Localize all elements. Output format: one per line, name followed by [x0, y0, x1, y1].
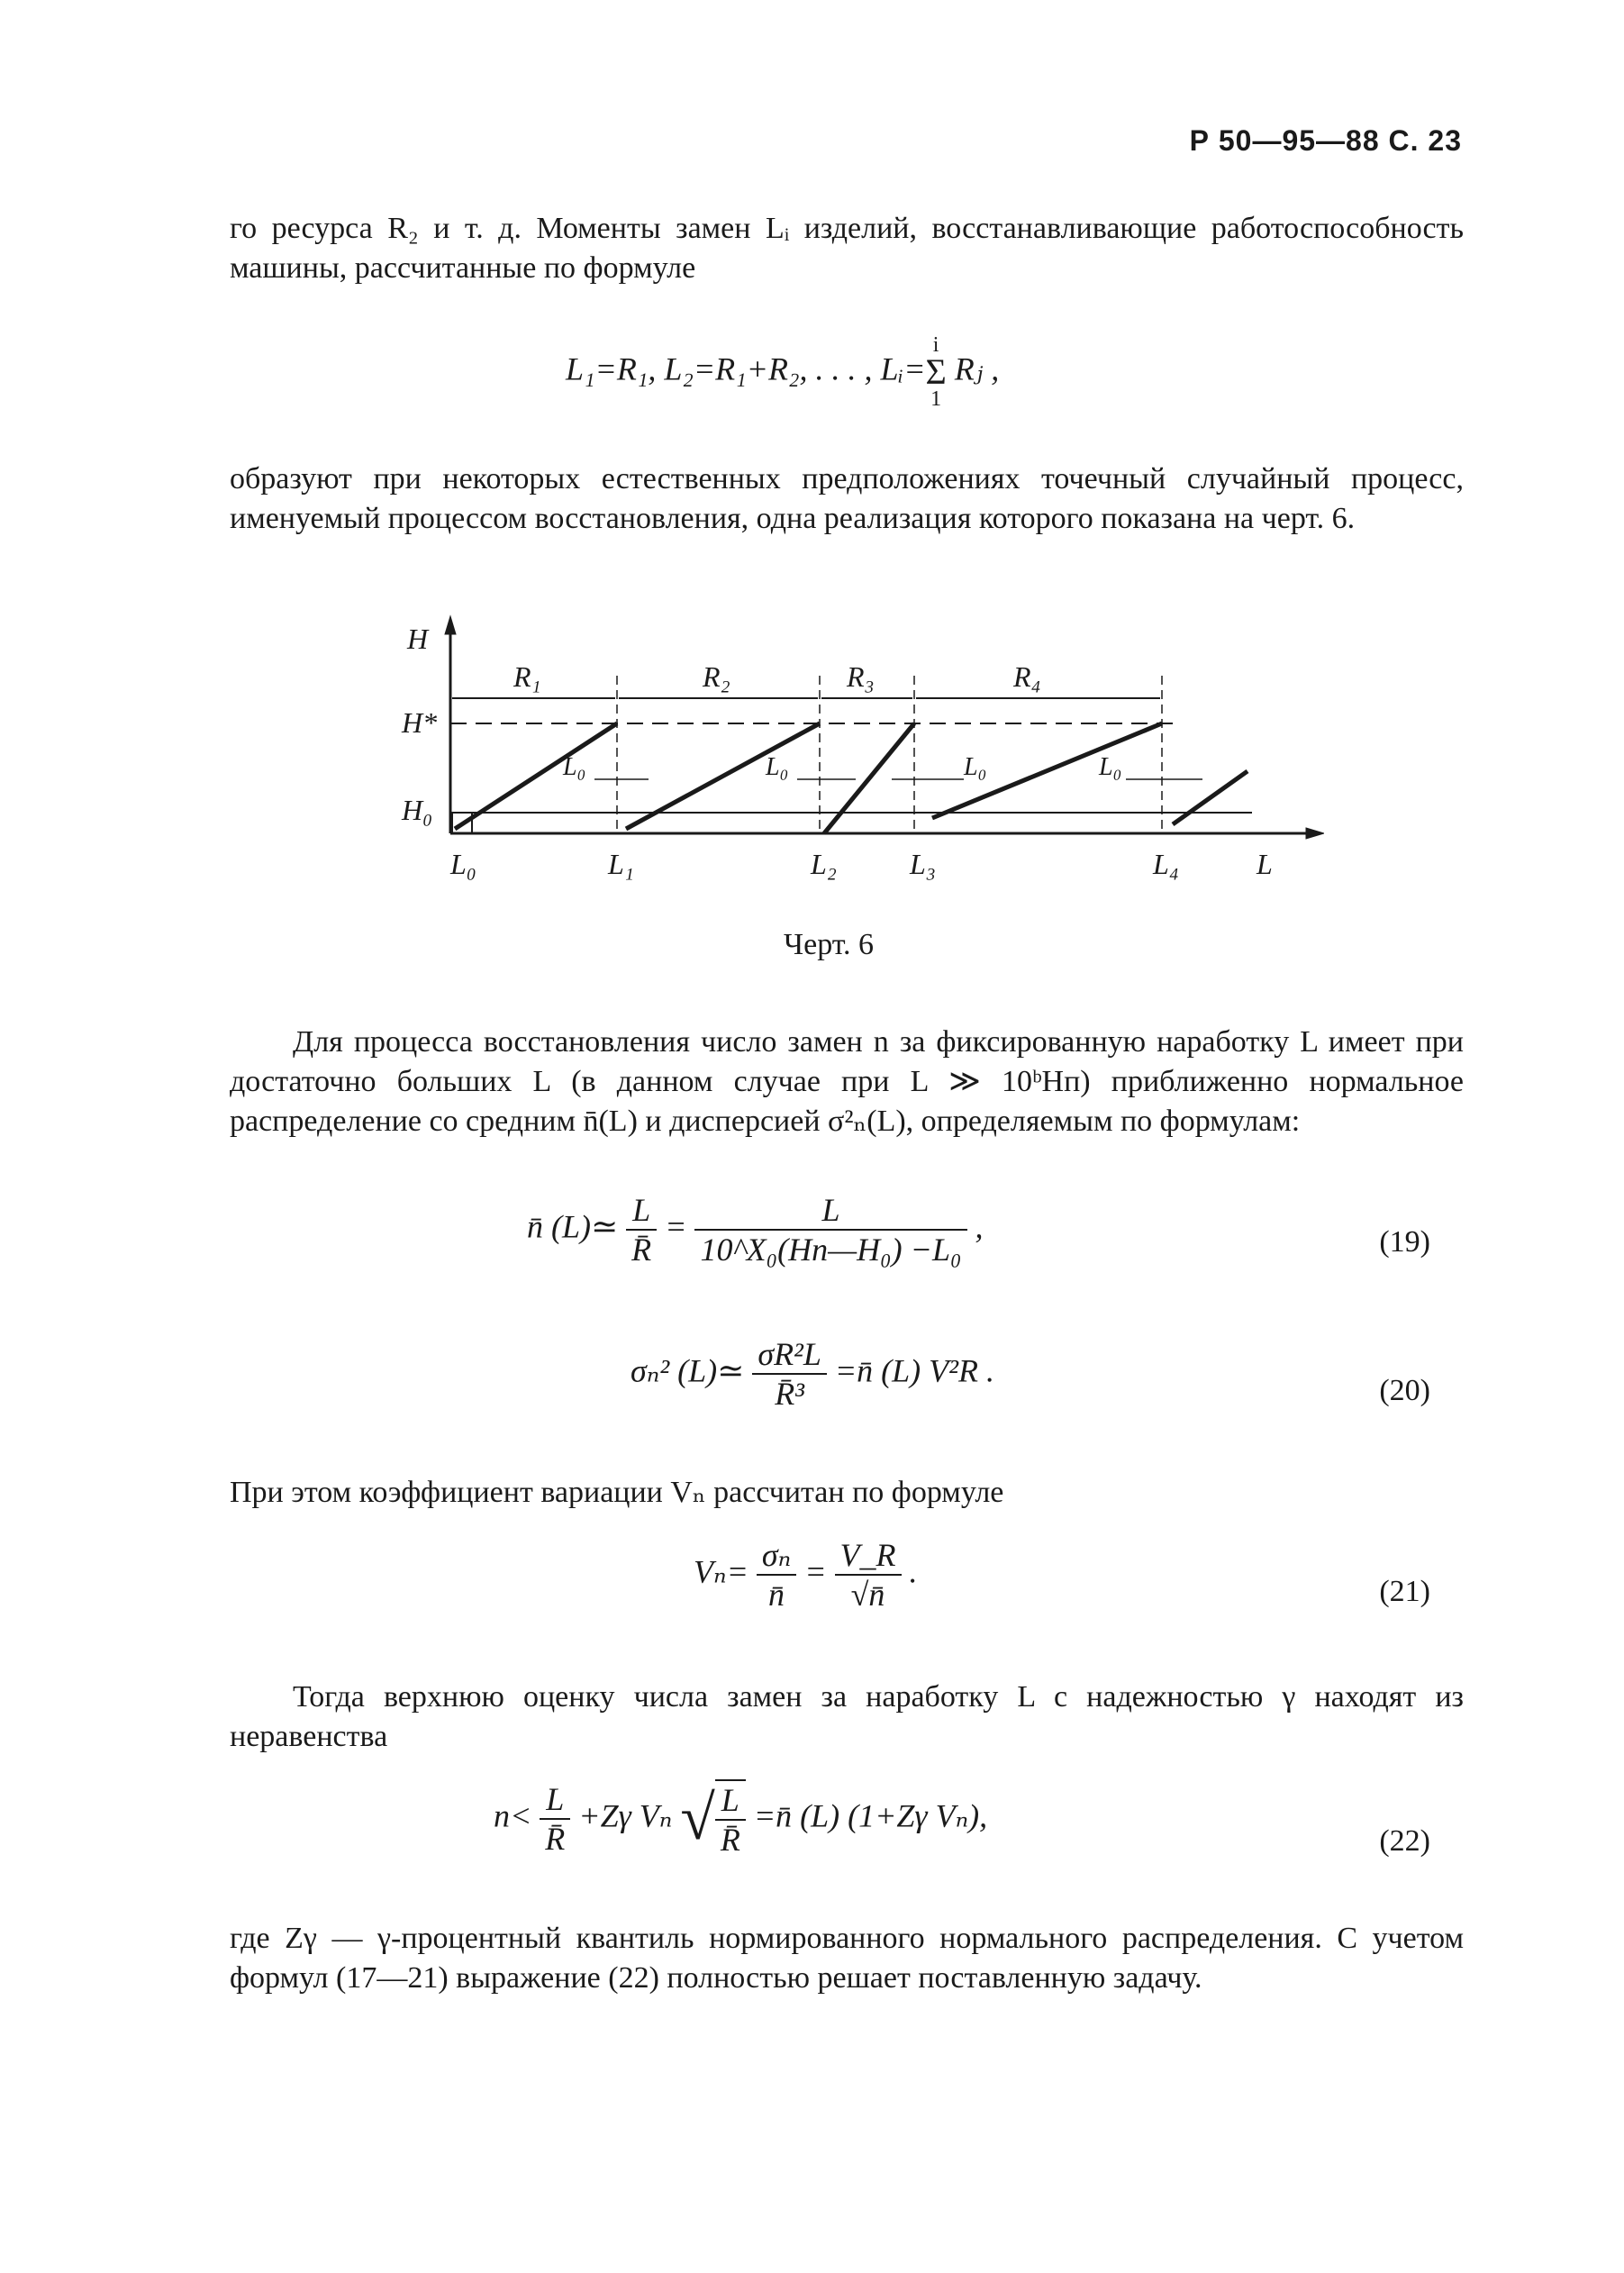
- label-r1: R₁: [513, 660, 541, 693]
- frac-21-a: $\frac{\text{σₙ}}{n̄}$: [757, 1536, 796, 1614]
- label-r3: R₃: [847, 660, 875, 693]
- h-axis-arrow-icon: [445, 616, 456, 634]
- label-l3: L₃: [910, 848, 936, 880]
- label-l1: L₁: [608, 848, 634, 880]
- renewal-process-figure: [387, 613, 1324, 928]
- page-header: Р 50—95—88 С. 23: [1189, 124, 1462, 157]
- eq-number-21: (21): [1379, 1575, 1430, 1608]
- label-l-zero: L₀: [450, 848, 476, 880]
- label-r2: R₂: [703, 660, 730, 693]
- formula-22: n< $\frac{L}{R̄}$ +Zγ Vₙ √ $\frac{L}{R̄}$ =n̄ (L) (1+Zγ Vₙ),: [494, 1781, 988, 1858]
- label-l0-4: L₀: [1099, 753, 1122, 781]
- sigma-icon: Σ: [925, 351, 947, 392]
- label-h-star: H*: [402, 706, 438, 739]
- formula-sum-left: L₁=R₁, L₂=R₁+R₂, . . . , Lᵢ=: [566, 350, 926, 387]
- formula-20: σₙ² (L)≃ $\frac{\text{σR²L}}{\text{R̄³}}$ =n̄ (L) V²R .: [631, 1336, 994, 1412]
- frac-22-a: $\frac{L}{R̄}$: [540, 1780, 570, 1858]
- frac-21-b: $\frac{V\_R}{√n̄}$: [835, 1536, 902, 1614]
- paragraph-3: Для процесса восстановления число замен n за фиксированную наработку L имеет при достаточно больших L (в данном случае при L ≫ 10ᵇHп) приближенно нормальное распределение со средним n̄(L) и дисперсией σ²ₙ(L), определяемым по формулам:: [230, 1025, 1464, 1138]
- figure-svg: [387, 613, 1324, 928]
- frac-22-b: $\frac{L}{R̄}$: [715, 1779, 746, 1859]
- paragraph-2: образуют при некоторых естественных предположениях точечный случайный процесс, именуемый процессом восстановления, одна реализация которого показана на черт. 6.: [230, 462, 1464, 535]
- frac-19-b: $\frac{L}{\text{10\textasciicircum{}X₀(Hп—H₀) −L₀}}$: [694, 1191, 966, 1268]
- sum-symbol: i Σ 1: [925, 333, 947, 411]
- wear-segment-3: [824, 723, 914, 833]
- paragraph-4: При этом коэффициент вариации Vₙ рассчитан по формуле: [230, 1476, 1004, 1509]
- label-h: H: [407, 623, 429, 655]
- formula-19: n̄ (L)≃ $\frac{L}{R̄}$ = $\frac{L}{\text{10\textasciicircum{}X₀(Hп—H₀) −L₀}}$ ,: [527, 1192, 984, 1268]
- figure-caption: Черт. 6: [784, 928, 875, 961]
- label-l0-2: L₀: [766, 753, 789, 781]
- formula-sum: [566, 332, 999, 413]
- formula-sum-right: Rⱼ ,: [946, 350, 1000, 387]
- label-l0-3: L₀: [964, 753, 987, 781]
- formula-21: Vₙ= $\frac{\text{σₙ}}{n̄}$ = $\frac{V\_R}{√n̄}$ .: [694, 1537, 918, 1613]
- eq-number-19: (19): [1379, 1225, 1430, 1259]
- paragraph-6: где Zγ — γ-процентный квантиль нормированного нормального распределения. С учетом формул (17—21) выражение (22) полностью решает поставленную задачу.: [230, 1922, 1464, 1995]
- label-l-axis: L: [1257, 848, 1273, 880]
- label-r4: R₄: [1013, 660, 1041, 693]
- sqrt-icon: √: [680, 1784, 715, 1853]
- label-l2: L₂: [811, 848, 837, 880]
- label-h0: H₀: [402, 794, 433, 826]
- eq-number-22: (22): [1379, 1824, 1430, 1858]
- eq-number-20: (20): [1379, 1374, 1430, 1407]
- paragraph-5: Тогда верхнюю оценку числа замен за наработку L с надежностью γ находят из неравенства: [230, 1680, 1464, 1753]
- frac-20: $\frac{\text{σR²L}}{\text{R̄³}}$: [752, 1335, 827, 1413]
- label-l4: L₄: [1153, 848, 1179, 880]
- label-l0-1: L₀: [563, 753, 586, 781]
- l-axis-arrow-icon: [1306, 828, 1324, 839]
- frac-19-a: $\frac{L}{R̄}$: [626, 1191, 657, 1268]
- paragraph-1: го ресурса R₂ и т. д. Моменты замен Lᵢ изделий, восстанавливающие работоспособность машины, рассчитанные по формуле: [230, 212, 1464, 285]
